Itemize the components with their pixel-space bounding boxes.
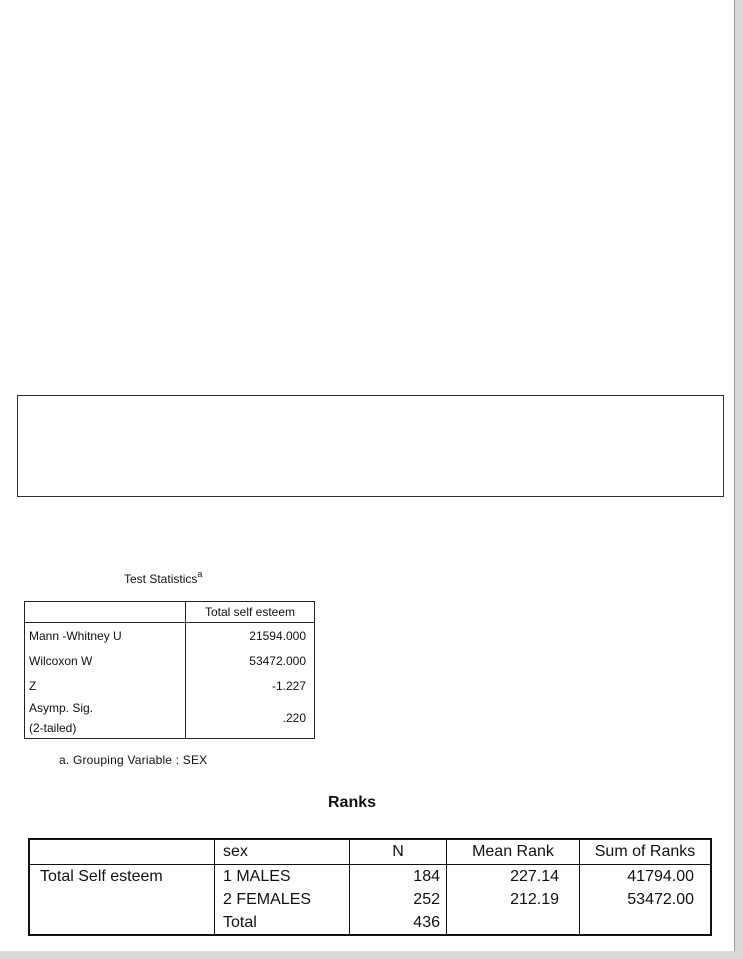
sum-of-ranks-value: 53472.00 bbox=[580, 888, 712, 911]
table-row bbox=[29, 911, 711, 935]
row-value: .220 bbox=[186, 698, 315, 739]
grouping-variable-footnote: a. Grouping Variable : SEX bbox=[59, 753, 208, 767]
page-shadow-right bbox=[735, 0, 743, 959]
empty-answer-box bbox=[17, 395, 724, 497]
test-statistics-table bbox=[24, 601, 315, 739]
table-row bbox=[29, 888, 711, 911]
n-value: 184 bbox=[350, 865, 447, 889]
ranks-header-row bbox=[29, 839, 711, 865]
variable-label bbox=[29, 911, 215, 935]
group-label: 2 FEMALES bbox=[215, 888, 350, 911]
sum-of-ranks-value bbox=[580, 911, 712, 935]
ranks-title: Ranks bbox=[328, 794, 377, 811]
group-label: Total bbox=[215, 911, 350, 935]
test-statistics-title-text: Test Statistics bbox=[124, 572, 198, 586]
n-value: 252 bbox=[350, 888, 447, 911]
table-row bbox=[25, 673, 315, 698]
header-sex: sex bbox=[215, 839, 350, 865]
table-row bbox=[25, 623, 315, 649]
group-label: 1 MALES bbox=[215, 865, 350, 889]
test-statistics-header-row bbox=[25, 602, 315, 623]
row-label-line1: Asymp. Sig. bbox=[29, 701, 94, 715]
table-row bbox=[29, 865, 711, 889]
mean-rank-value bbox=[447, 911, 580, 935]
table-row bbox=[25, 698, 315, 739]
mean-rank-value: 212.19 bbox=[447, 888, 580, 911]
header-blank bbox=[29, 839, 215, 865]
header-sum-of-ranks: Sum of Ranks bbox=[580, 839, 712, 865]
test-statistics-title-superscript: a bbox=[197, 569, 203, 579]
row-label-line2: (2-tailed) bbox=[29, 721, 77, 735]
page-shadow-bottom bbox=[0, 951, 743, 959]
header-mean-rank: Mean Rank bbox=[447, 839, 580, 865]
test-statistics-title bbox=[124, 570, 202, 586]
row-label bbox=[25, 698, 186, 739]
variable-label: Total Self esteem bbox=[40, 867, 163, 885]
row-value: -1.227 bbox=[186, 673, 315, 698]
mean-rank-value: 227.14 bbox=[447, 865, 580, 889]
test-statistics-corner-cell bbox=[25, 602, 186, 623]
row-label: Z bbox=[25, 673, 186, 698]
variable-label bbox=[29, 888, 215, 911]
ranks-table bbox=[28, 838, 712, 936]
row-label: Mann -Whitney U bbox=[25, 623, 186, 649]
n-value: 436 bbox=[350, 911, 447, 935]
sum-of-ranks-value: 41794.00 bbox=[580, 865, 712, 889]
row-label: Wilcoxon W bbox=[25, 648, 186, 673]
header-n: N bbox=[350, 839, 447, 865]
row-value: 53472.000 bbox=[186, 648, 315, 673]
row-value: 21594.000 bbox=[186, 623, 315, 649]
table-row bbox=[25, 648, 315, 673]
test-statistics-column-header: Total self esteem bbox=[186, 602, 315, 623]
